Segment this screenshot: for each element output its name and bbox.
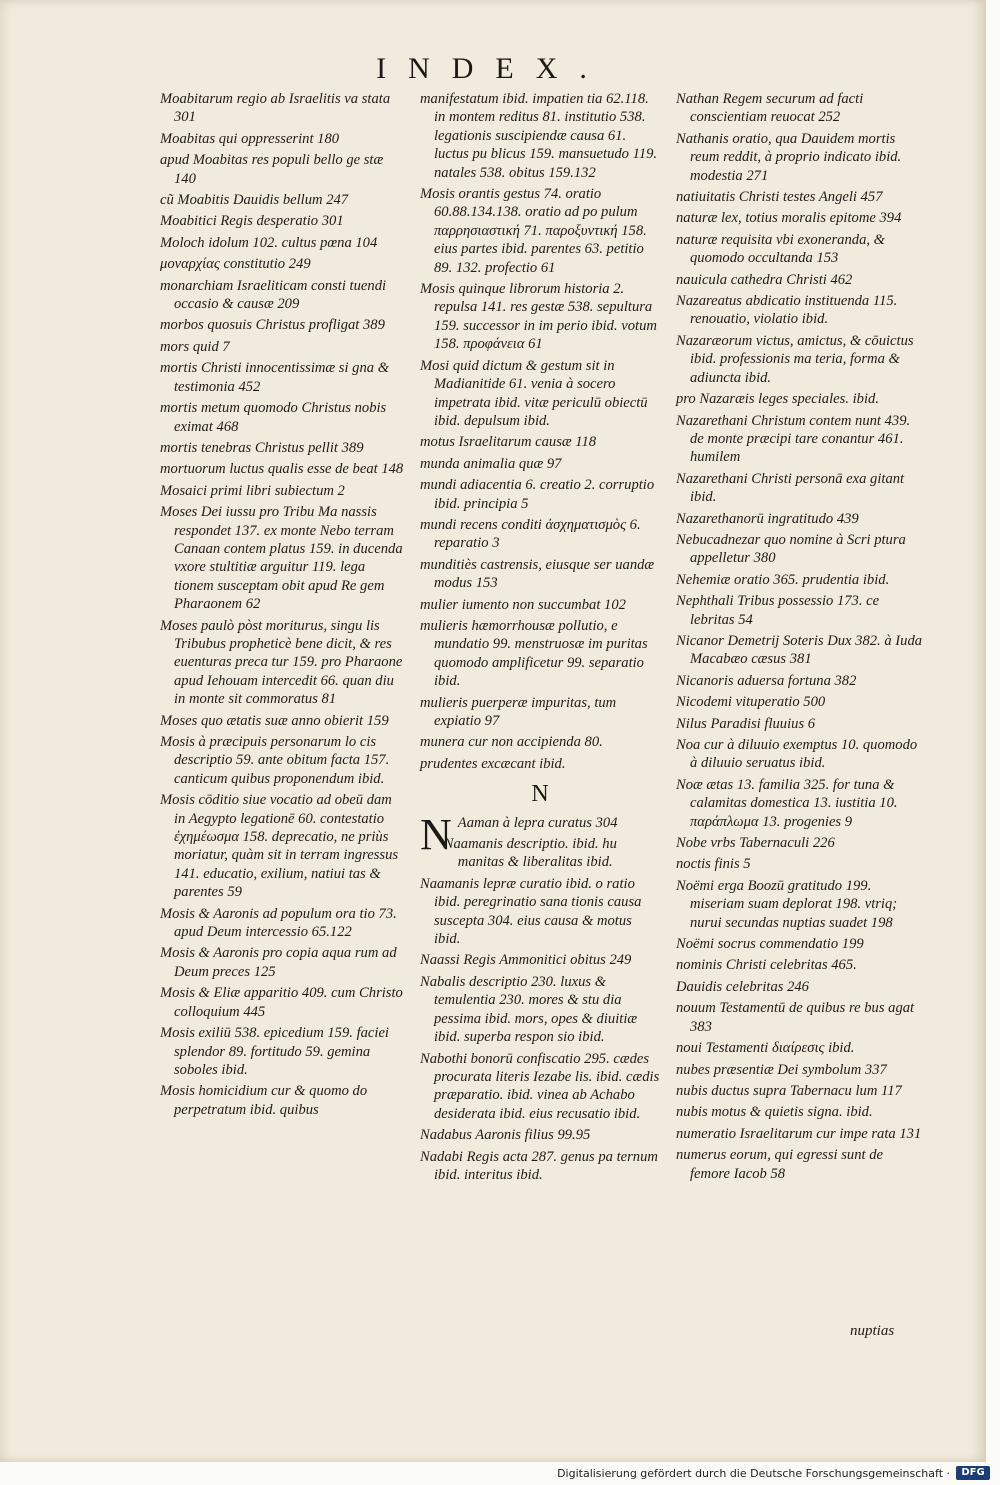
index-entry: Nicodemi vituperatio 500	[676, 694, 826, 711]
index-entry: cũ Moabitis Dauidis bellum 247	[160, 192, 349, 209]
index-entry: Nazarethani Christum contem nunt 439. de monte præcipi tare conantur 461. humilem	[676, 412, 911, 466]
index-entry: numerus eorum, qui egressi sunt de femore Iacob 58	[676, 1147, 883, 1182]
index-entry: Dauidis celebritas 246	[676, 978, 809, 995]
index-entry: naturæ lex, totius moralis epitome 394	[676, 210, 902, 227]
index-entry: Nicanoris aduersa fortuna 382	[676, 672, 857, 689]
index-entry: mulieris hæmorrhousæ pollutio, e mundatio 99. menstruosæ im puritas quomodo amplificetur 99. separatio ibid.	[420, 617, 648, 690]
index-entry: munda animalia quæ 97	[420, 455, 562, 472]
index-entry: Nabalis descriptio 230. luxus & temulentia 230. mores & stu dia pessima ibid. mors, opes & diuitiæ ibid. superba respon sio ibid.	[420, 973, 638, 1046]
index-entry: Mosis exiliū 538. epicedium 159. faciei splendor 89. fortitudo 59. gemina soboles ibid.	[160, 1025, 389, 1078]
index-entry: Mosis à præcipuis personarum lo cis descriptio 59. ante obitum facta 157. canticum quibus proponendum ibid.	[160, 734, 390, 787]
index-entry: mors quid 7	[160, 338, 230, 355]
index-column-3	[676, 90, 926, 1186]
index-entry: Moabitici Regis desperatio 301	[160, 213, 344, 230]
index-entry: noui Testamenti διαίρεσις ibid.	[676, 1040, 855, 1057]
index-entry: nominis Christi celebritas 465.	[676, 957, 857, 974]
index-entry: Noëmi erga Boozū gratitudo 199. miseriam suam deplorat 198. vtriq; nurui secundas nuptias suadet 198	[676, 877, 898, 931]
index-entry: numeratio Israelitarum cur impe rata 131	[676, 1125, 922, 1142]
index-entry: Nilus Paradisi fluuius 6	[676, 715, 816, 732]
index-entry: Naassi Regis Ammonitici obitus 249	[420, 952, 632, 969]
index-entry: Mosis orantis gestus 74. oratio 60.88.134.138. oratio ad po pulum παρρησιαστική 71. παροξυντική 158. eius partes ibid. parentes 63. petitio 89. 132. profectio 61	[420, 186, 647, 276]
index-entry: munera cur non accipienda 80.	[420, 734, 603, 751]
index-entry: Moloch idolum 102. cultus pœna 104	[160, 234, 378, 251]
index-entry: Mosis cōditio siue vocatio ad obeū dam in Aegypto legationē 60. contestatio ἐχημέωσμα 158. deprecatio, ne priùs moriatur, quàm sit in terram ingressus 141. educatio, exilium, natiui tas & parentes 59	[160, 792, 399, 901]
index-entry: Mosis & Aaronis ad populum ora tio 73. apud Deum intercessio 65.122	[160, 905, 397, 941]
index-entry: Nehemiæ oratio 365. prudentia ibid.	[676, 571, 890, 588]
index-entry: Nazareatus abdicatio instituenda 115. renouatio, violatio ibid.	[676, 293, 898, 328]
section-letter-heading: N	[531, 781, 549, 808]
index-entry: Noa cur à diluuio exemptus 10. quomodo à diluuio seruatus ibid.	[676, 737, 918, 772]
index-entry: Moses quo ætatis suæ anno obierit 159	[160, 712, 389, 729]
index-entry: Mosis & Eliæ apparitio 409. cum Christo colloquium 445	[160, 985, 403, 1020]
index-entry: mortis tenebras Christus pellit 389	[160, 439, 364, 456]
index-entry: natiuitatis Christi testes Angeli 457	[676, 189, 883, 206]
index-entry: Nazarethani Christi personā exa gitant ibid.	[676, 470, 905, 506]
catchword: nuptias	[850, 1323, 895, 1339]
index-entry: apud Moabitas res populi bello ge stæ 140	[160, 152, 384, 187]
index-entry: Noæ ætas 13. familia 325. for tuna & calamitas domestica 13. iustitia 10. παράπλωμα 13. progenies 9	[676, 776, 898, 830]
index-entry: Moabitarum regio ab Israelitis va stata 301	[160, 91, 391, 126]
index-entry: naturæ requisita vbi exoneranda, & quomodo occultanda 153	[676, 231, 886, 267]
index-entry: Mosaici primi libri subiectum 2	[160, 482, 345, 499]
index-entry: Moses paulò pòst moriturus, singu lis Tribubus propheticè bene dicit, & res euenturas preca tur 159. pro Pharaone apud Iehouam intercedit 66. quan diu in monte sit commoratus 81	[160, 617, 403, 708]
index-entry: Moses Dei iussu pro Tribu Ma nassis respondet 137. ex monte Nebo terram Canaan contem platus 159. in ducenda vxore stultitiæ arguitur 119. lega tionem susceptam obit apud Re gem Pharaonem 62	[160, 504, 403, 613]
index-entry: mortis metum quomodo Christus nobis eximat 468	[160, 400, 387, 435]
index-entry: nubis ductus supra Tabernacu lum 117	[676, 1082, 902, 1099]
dfg-logo: DFG	[956, 1466, 990, 1480]
index-entry: Nathanis oratio, qua Dauidem mortis reum reddit, à proprio indicato ibid. modestia 271	[676, 130, 902, 184]
index-entry: mortuorum luctus qualis esse de beat 148	[160, 461, 404, 478]
index-entry: Moabitas qui oppresserint 180	[160, 130, 340, 147]
index-entry: morbos quosuis Christus profligat 389	[160, 317, 385, 334]
index-entry: mortis Christi innocentissimæ si gna & testimonia 452	[160, 360, 390, 395]
index-entry: Nazaræorum victus, amictus, & cōuictus ibid. professionis ma teria, forma & adiuncta ibid.	[676, 332, 914, 386]
index-entry: Mosi quid dictum & gestum sit in Madianitide 61. venia à socero impetrata ibid. vitæ periculū obiectū ibid. depulsum ibid.	[420, 357, 648, 429]
index-entry: mulieris puerperæ impuritas, tum expiatio 97	[420, 694, 617, 729]
index-entry: Nathan Regem securum ad facti conscientiam reuocat 252	[676, 91, 864, 126]
index-entry: Nadabi Regis acta 287. genus pa ternum ibid. interitus ibid.	[420, 1148, 658, 1183]
index-entry: manifestatum ibid. impatien tia 62.118. in montem reditus 81. institutio 538. legationis suscipiendæ causa 61. luctus pu blicus 159. mansuetudo 119. natales 538. obitus 159.132	[420, 91, 658, 181]
index-entry: Mosis homicidium cur & quomo do perpetratum ibid. quibus	[160, 1083, 368, 1118]
index-column-2	[420, 90, 660, 1187]
drop-capital: N	[420, 809, 452, 859]
index-entry: mundi recens conditi ἀσχηματισμὸς 6. reparatio 3	[420, 516, 641, 552]
index-entry: Nebucadnezar quo nomine à Scri ptura appelletur 380	[676, 531, 906, 567]
index-entry-text: Aaman à lepra curatus 304	[457, 814, 618, 831]
index-entry: Naamanis descriptio. ibid. hu manitas & liberalitas ibid.	[443, 836, 617, 871]
index-entry: monarchiam Israeliticam consti tuendi occasio & causæ 209	[160, 277, 387, 313]
page-title: INDEX.	[376, 52, 609, 85]
index-entry: nauicula cathedra Christi 462	[676, 271, 853, 288]
index-entry: pro Nazaræis leges speciales. ibid.	[676, 391, 879, 408]
index-entry: nouum Testamentū de quibus re bus agat 383	[676, 1000, 915, 1035]
index-entry: Nephthali Tribus possessio 173. ce lebritas 54	[676, 593, 880, 628]
index-entry: motus Israelitarum causæ 118	[420, 434, 597, 451]
index-entry: nubes præsentiæ Dei symbolum 337	[676, 1061, 887, 1078]
index-entry: noctis finis 5	[676, 856, 751, 873]
index-entry: Nadabus Aaronis filius 99.95	[420, 1127, 591, 1144]
index-entry: Nobe vrbs Tabernaculi 226	[676, 835, 835, 852]
funding-notice: Digitalisierung gefördert durch die Deutsche Forschungsgemeinschaft ·	[557, 1467, 950, 1480]
index-entry: munditiès castrensis, eiusque ser uandæ modus 153	[420, 556, 655, 592]
index-column-1	[160, 90, 405, 1122]
footer-bar	[0, 1462, 1000, 1485]
index-entry: Mosis & Aaronis pro copia aqua rum ad Deum preces 125	[160, 945, 397, 980]
index-entry: Nicanor Demetrij Soteris Dux 382. à Iuda Macabæo cæsus 381	[676, 632, 923, 668]
index-entry: mundi adiacentia 6. creatio 2. corruptio ibid. principia 5	[420, 477, 655, 512]
index-entry: Noëmi socrus commendatio 199	[676, 936, 864, 953]
index-entry: Mosis quinque librorum historia 2. repulsa 141. res gestæ 538. sepultura 159. successor in im perio ibid. votum 158. προφάνεια 61	[420, 281, 657, 353]
index-entry: μοναρχίας constitutio 249	[160, 256, 311, 273]
index-entry: Nabothi bonorū confiscatio 295. cædes procurata literis Iezabe lis. ibid. cædis præparatio. ibid. vinea ab Achabo desiderata ibid. eius recusatio ibid.	[420, 1050, 660, 1122]
index-entry: prudentes excæcant ibid.	[420, 755, 566, 772]
index-entry: Nazarethanorū ingratitudo 439	[676, 510, 859, 527]
index-entry: Naamanis lepræ curatio ibid. o ratio ibid. peregrinatio sana tionis causa suscepta 304. eius causa & motus ibid.	[420, 875, 642, 948]
index-entry: mulier iumento non succumbat 102	[420, 596, 626, 613]
index-entry: nubis motus & quietis signa. ibid.	[676, 1104, 873, 1121]
